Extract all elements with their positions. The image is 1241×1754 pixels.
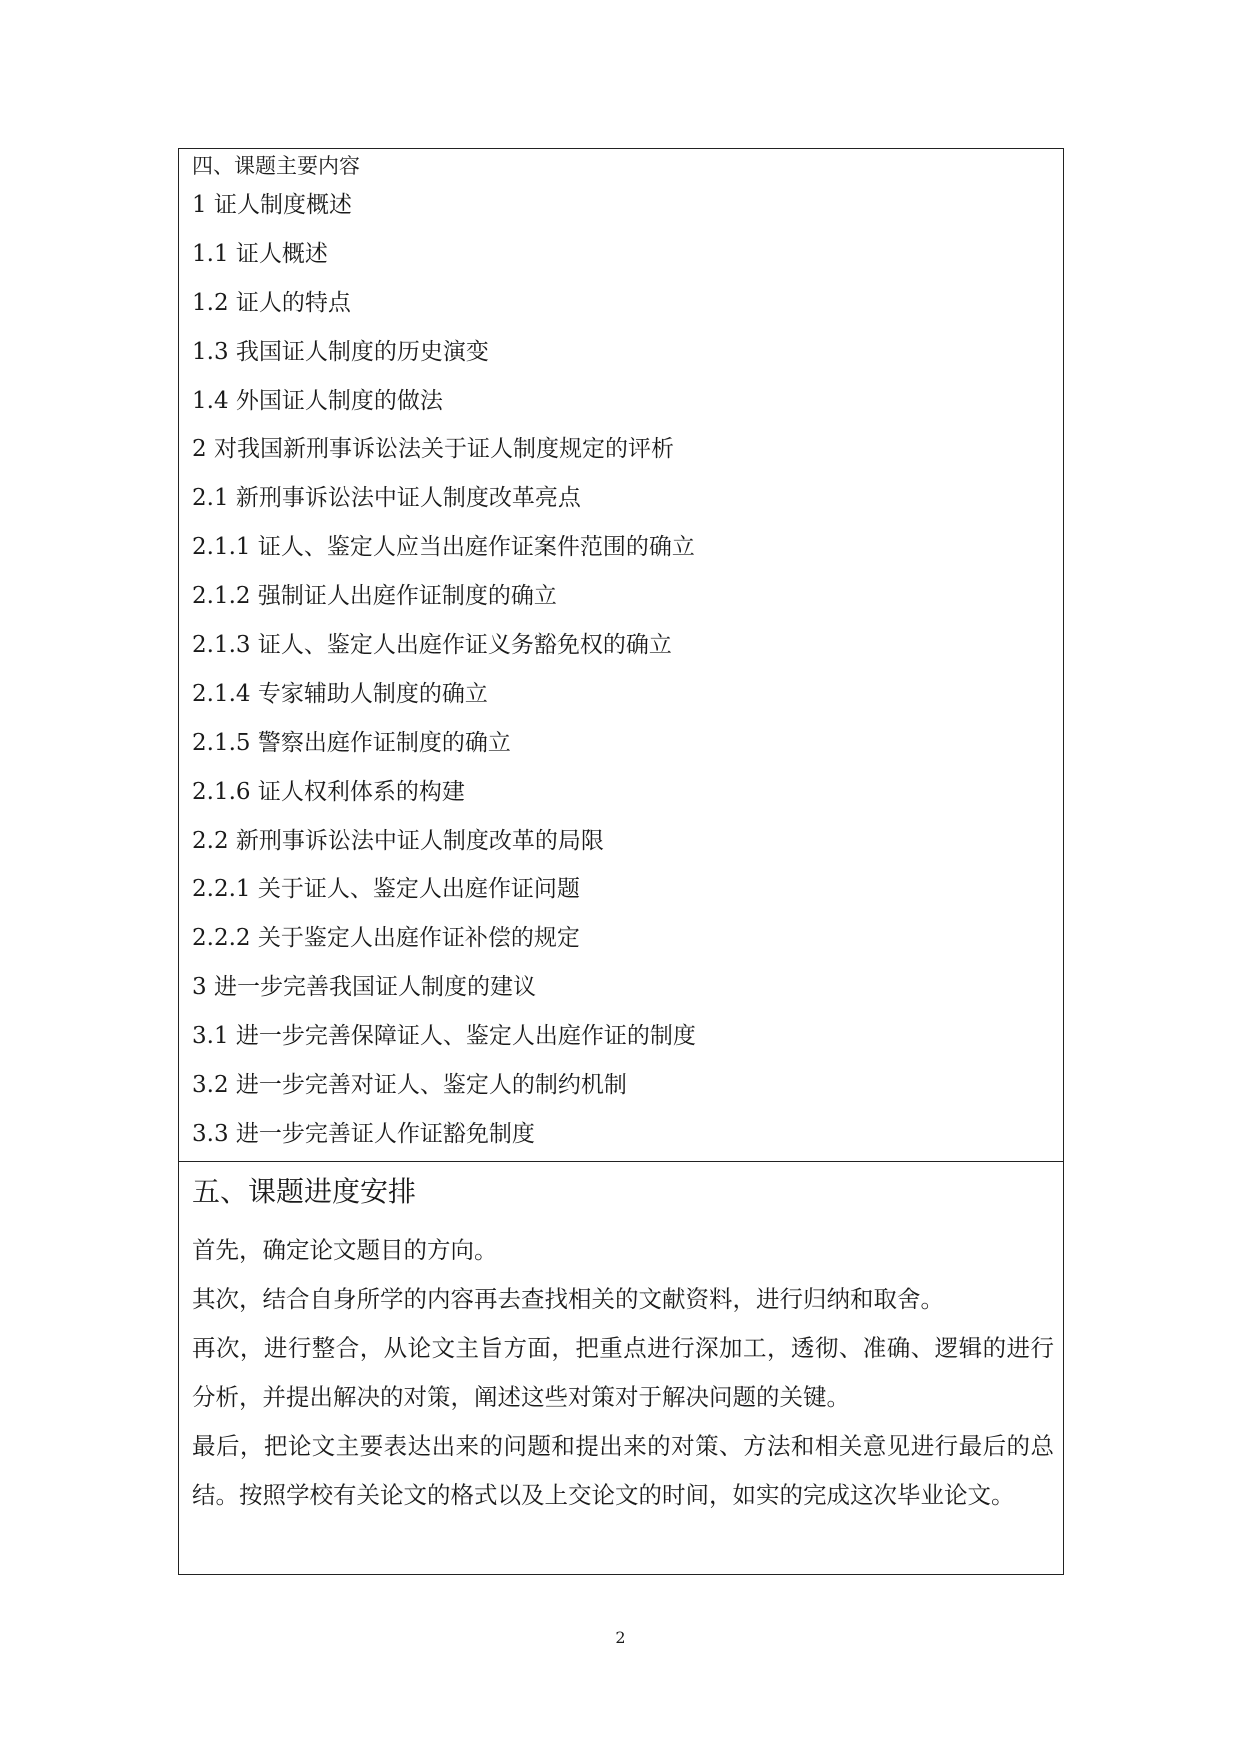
- section-5-schedule-box: [178, 1161, 1064, 1575]
- outline-item: 1.1 证人概述: [192, 240, 328, 267]
- outline-item: 3 进一步完善我国证人制度的建议: [192, 974, 536, 1001]
- schedule-paragraph: 其次，结合自身所学的内容再去查找相关的文献资料，进行归纳和取舍。: [192, 1285, 944, 1313]
- schedule-paragraphs: [192, 1226, 1054, 1520]
- section-4-main-content-box: [178, 148, 1064, 1162]
- schedule-paragraph: 再次，进行整合，从论文主旨方面，把重点进行深加工，透彻、准确、逻辑的进行分析，并提出解决的对策，阐述这些对策对于解决问题的关键。: [192, 1334, 1054, 1411]
- outline-item: 3.1 进一步完善保障证人、鉴定人出庭作证的制度: [192, 1023, 696, 1050]
- outline-item: 2 对我国新刑事诉讼法关于证人制度规定的评析: [192, 436, 674, 463]
- outline-item: 3.3 进一步完善证人作证豁免制度: [192, 1120, 535, 1147]
- outline-item: 2.2.2 关于鉴定人出庭作证补偿的规定: [192, 925, 580, 952]
- outline-item: 2.1.1 证人、鉴定人应当出庭作证案件范围的确立: [192, 534, 695, 561]
- outline-item: 2.1.3 证人、鉴定人出庭作证义务豁免权的确立: [192, 632, 672, 659]
- outline-item: 2.2 新刑事诉讼法中证人制度改革的局限: [192, 827, 604, 854]
- outline-item: 1.4 外国证人制度的做法: [192, 387, 443, 414]
- outline-item: 2.1.5 警察出庭作证制度的确立: [192, 729, 511, 756]
- outline-item: 1 证人制度概述: [192, 192, 352, 218]
- section-5-title: 五、课题进度安排: [192, 1175, 417, 1208]
- outline-item: 3.2 进一步完善对证人、鉴定人的制约机制: [192, 1072, 627, 1099]
- page-number: 2: [615, 1628, 626, 1647]
- outline-item: 1.3 我国证人制度的历史演变: [192, 338, 489, 365]
- outline-item: 2.1 新刑事诉讼法中证人制度改革亮点: [192, 485, 581, 512]
- outline-item: 2.1.6 证人权利体系的构建: [192, 778, 465, 805]
- outline-item: 2.2.1 关于证人、鉴定人出庭作证问题: [192, 876, 580, 903]
- outline-item: 1.2 证人的特点: [192, 289, 351, 316]
- schedule-paragraph: 最后，把论文主要表达出来的问题和提出来的对策、方法和相关意见进行最后的总结。按照学校有关论文的格式以及上交论文的时间，如实的完成这次毕业论文。: [192, 1432, 1054, 1509]
- content-outline-list: [192, 189, 696, 1167]
- outline-item: 2.1.2 强制证人出庭作证制度的确立: [192, 583, 557, 610]
- schedule-paragraph: 首先，确定论文题目的方向。: [192, 1236, 498, 1264]
- outline-item: 2.1.4 专家辅助人制度的确立: [192, 680, 488, 707]
- section-4-title: 四、课题主要内容: [192, 154, 360, 178]
